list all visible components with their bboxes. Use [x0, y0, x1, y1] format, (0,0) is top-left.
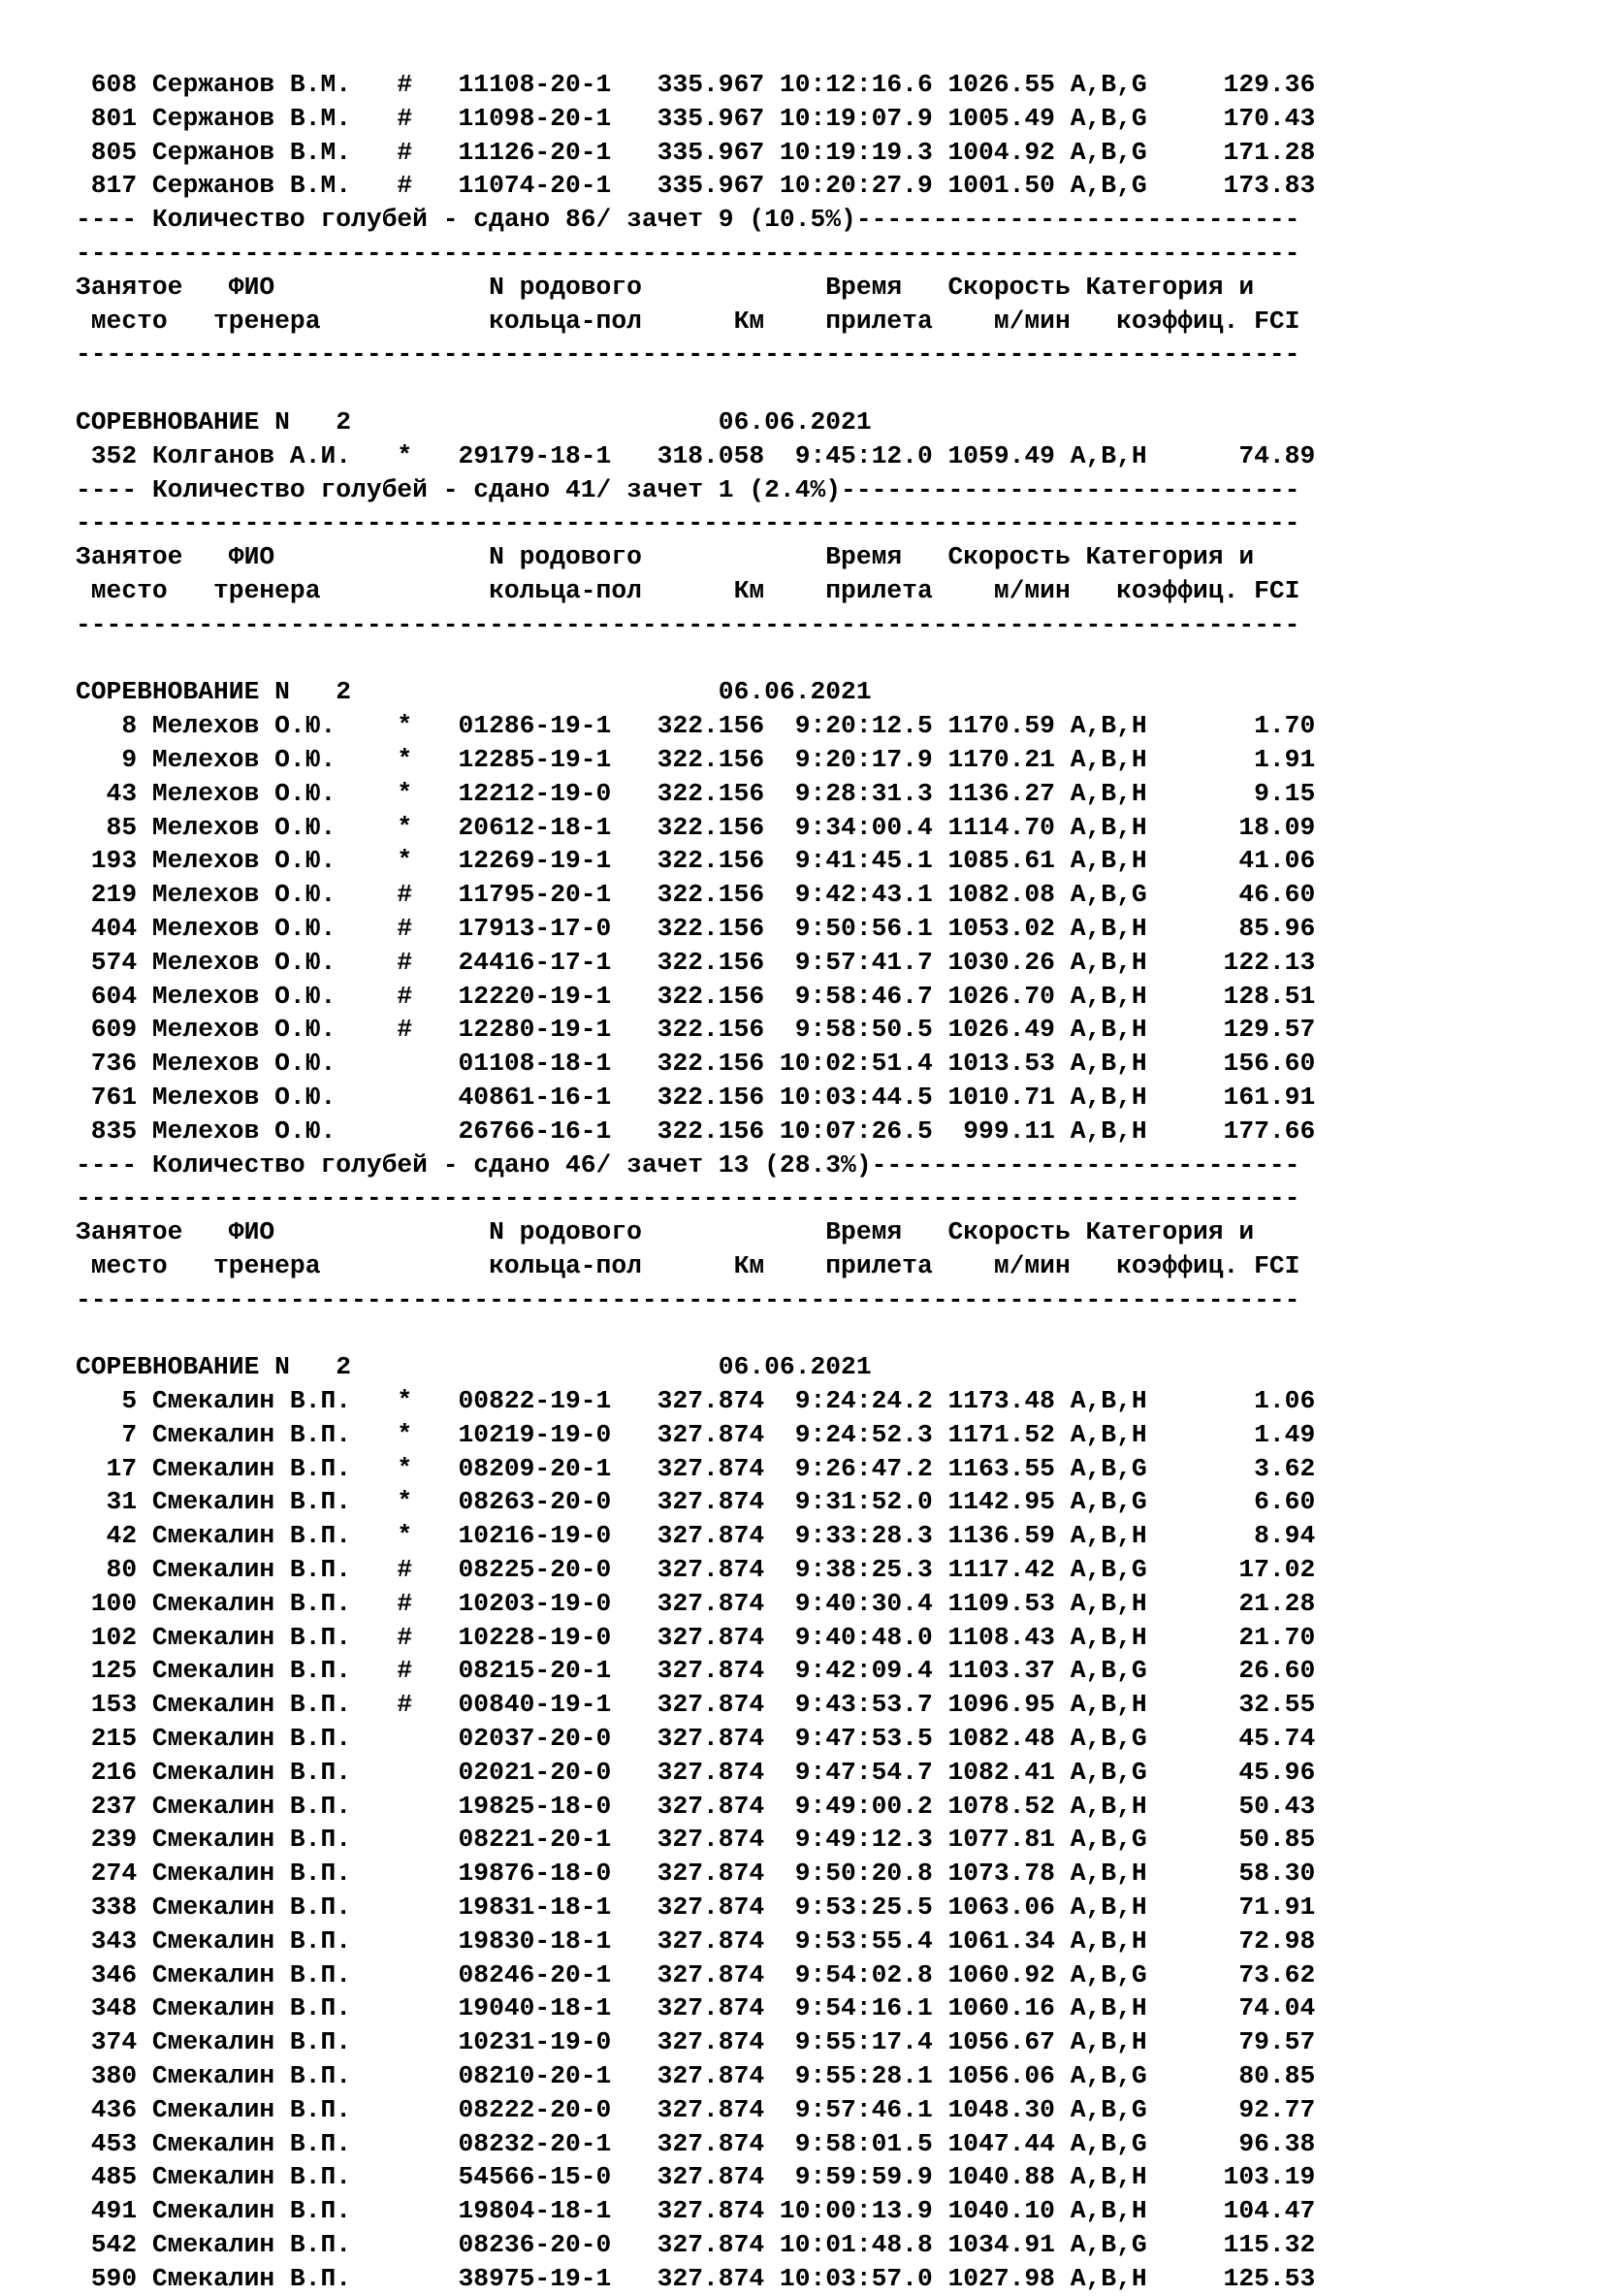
result-row: 761 Мелехов О.Ю. 40861-16-1 322.156 10:03:44.5 1010.71 A,B,H 161.91	[76, 1082, 1316, 1112]
competition-header: СОРЕВНОВАНИЕ N 2 06.06.2021	[76, 406, 872, 437]
column-header-line2: место тренера кольца-пол Км прилета м/мин коэффиц. FCI	[76, 575, 1300, 605]
result-row: 237 Смекалин В.П. 19825-18-0 327.874 9:49:00.2 1078.52 A,B,H 50.43	[76, 1791, 1316, 1821]
separator-line: --------------------------------------------------------------------------------	[76, 609, 1300, 639]
result-row: 338 Смекалин В.П. 19831-18-1 327.874 9:53:25.5 1063.06 A,B,H 71.91	[76, 1892, 1316, 1923]
result-row: 805 Сержанов В.М. # 11126-20-1 335.967 10:19:19.3 1004.92 A,B,G 171.28	[76, 137, 1316, 167]
result-row: 5 Смекалин В.П. * 00822-19-1 327.874 9:24:24.2 1173.48 A,B,H 1.06	[76, 1386, 1316, 1416]
summary-line: ---- Количество голубей - сдано 46/ зачет 13 (28.3%)----------------------------	[76, 1149, 1300, 1180]
result-row: 835 Мелехов О.Ю. 26766-16-1 322.156 10:07:26.5 999.11 A,B,H 177.66	[76, 1116, 1316, 1146]
column-header-line1: Занятое ФИО N родового Время Скорость Категория и	[76, 272, 1255, 302]
result-row: 215 Смекалин В.П. 02037-20-0 327.874 9:47:53.5 1082.48 A,B,G 45.74	[76, 1724, 1316, 1754]
result-row: 42 Смекалин В.П. * 10216-19-0 327.874 9:33:28.3 1136.59 A,B,H 8.94	[76, 1521, 1316, 1551]
result-row: 542 Смекалин В.П. 08236-20-0 327.874 10:01:48.8 1034.91 A,B,G 115.32	[76, 2230, 1316, 2259]
result-row: 604 Мелехов О.Ю. # 12220-19-1 322.156 9:58:46.7 1026.70 A,B,H 128.51	[76, 981, 1316, 1011]
result-row: 817 Сержанов В.М. # 11074-20-1 335.967 10:20:27.9 1001.50 A,B,G 173.83	[76, 171, 1316, 201]
result-row: 8 Мелехов О.Ю. * 01286-19-1 322.156 9:20:12.5 1170.59 A,B,H 1.70	[76, 711, 1316, 741]
column-header-line1: Занятое ФИО N родового Время Скорость Категория и	[76, 542, 1255, 572]
result-row: 352 Колганов А.И. * 29179-18-1 318.058 9:45:12.0 1059.49 A,B,H 74.89	[76, 440, 1316, 470]
result-row: 219 Мелехов О.Ю. # 11795-20-1 322.156 9:42:43.1 1082.08 A,B,G 46.60	[76, 880, 1316, 910]
separator-line: --------------------------------------------------------------------------------	[76, 1183, 1300, 1213]
result-row: 380 Смекалин В.П. 08210-20-1 327.874 9:55:28.1 1056.06 A,B,G 80.85	[76, 2061, 1316, 2091]
result-row: 491 Смекалин В.П. 19804-18-1 327.874 10:00:13.9 1040.10 A,B,H 104.47	[76, 2196, 1316, 2226]
result-row: 102 Смекалин В.П. # 10228-19-0 327.874 9:40:48.0 1108.43 A,B,H 21.70	[76, 1622, 1316, 1652]
result-row: 193 Мелехов О.Ю. * 12269-19-1 322.156 9:41:45.1 1085.61 A,B,H 41.06	[76, 846, 1316, 876]
result-row: 348 Смекалин В.П. 19040-18-1 327.874 9:54:16.1 1060.16 A,B,H 74.04	[76, 1993, 1316, 2023]
result-row: 574 Мелехов О.Ю. # 24416-17-1 322.156 9:57:41.7 1030.26 A,B,H 122.13	[76, 947, 1316, 977]
result-row: 608 Сержанов В.М. # 11108-20-1 335.967 10:12:16.6 1026.55 A,B,G 129.36	[76, 70, 1316, 99]
result-row: 346 Смекалин В.П. 08246-20-1 327.874 9:54:02.8 1060.92 A,B,G 73.62	[76, 1959, 1316, 1989]
result-row: 274 Смекалин В.П. 19876-18-0 327.874 9:50:20.8 1073.78 A,B,H 58.30	[76, 1859, 1316, 1889]
result-row: 31 Смекалин В.П. * 08263-20-0 327.874 9:31:52.0 1142.95 A,B,G 6.60	[76, 1487, 1316, 1517]
column-header-line1: Занятое ФИО N родового Время Скорость Категория и	[76, 1217, 1255, 1247]
competition-header: СОРЕВНОВАНИЕ N 2 06.06.2021	[76, 1352, 872, 1382]
result-row: 43 Мелехов О.Ю. * 12212-19-0 322.156 9:28:31.3 1136.27 A,B,H 9.15	[76, 778, 1316, 808]
result-row: 343 Смекалин В.П. 19830-18-1 327.874 9:53:55.4 1061.34 A,B,H 72.98	[76, 1925, 1316, 1956]
column-header-line2: место тренера кольца-пол Км прилета м/мин коэффиц. FCI	[76, 1250, 1300, 1280]
summary-line: ---- Количество голубей - сдано 41/ зачет 1 (2.4%)------------------------------	[76, 474, 1300, 504]
result-row: 374 Смекалин В.П. 10231-19-0 327.874 9:55:17.4 1056.67 A,B,H 79.57	[76, 2027, 1316, 2057]
result-row: 453 Смекалин В.П. 08232-20-1 327.874 9:58:01.5 1047.44 A,B,G 96.38	[76, 2128, 1316, 2158]
result-row: 80 Смекалин В.П. # 08225-20-0 327.874 9:38:25.3 1117.42 A,B,G 17.02	[76, 1555, 1316, 1585]
result-row: 801 Сержанов В.М. # 11098-20-1 335.967 10:19:07.9 1005.49 A,B,G 170.43	[76, 103, 1316, 133]
separator-line: --------------------------------------------------------------------------------	[76, 508, 1300, 538]
result-row: 125 Смекалин В.П. # 08215-20-1 327.874 9:42:09.4 1103.37 A,B,G 26.60	[76, 1656, 1316, 1686]
separator-line: --------------------------------------------------------------------------------	[76, 238, 1300, 268]
result-row: 17 Смекалин В.П. * 08209-20-1 327.874 9:26:47.2 1163.55 A,B,G 3.62	[76, 1453, 1316, 1483]
blank-line	[76, 1316, 1550, 1350]
separator-line: --------------------------------------------------------------------------------	[76, 1284, 1300, 1314]
result-row: 216 Смекалин В.П. 02021-20-0 327.874 9:47:54.7 1082.41 A,B,G 45.96	[76, 1757, 1316, 1787]
result-row: 736 Мелехов О.Ю. 01108-18-1 322.156 10:02:51.4 1013.53 A,B,H 156.60	[76, 1049, 1316, 1079]
result-row: 239 Смекалин В.П. 08221-20-1 327.874 9:49:12.3 1077.81 A,B,G 50.85	[76, 1825, 1316, 1855]
result-row: 404 Мелехов О.Ю. # 17913-17-0 322.156 9:50:56.1 1053.02 A,B,H 85.96	[76, 913, 1316, 943]
result-row: 85 Мелехов О.Ю. * 20612-18-1 322.156 9:34:00.4 1114.70 A,B,H 18.09	[76, 812, 1316, 842]
summary-line: ---- Количество голубей - сдано 86/ зачет 9 (10.5%)-----------------------------	[76, 205, 1300, 235]
result-row: 436 Смекалин В.П. 08222-20-0 327.874 9:57:46.1 1048.30 A,B,G 92.77	[76, 2094, 1316, 2124]
column-header-line2: место тренера кольца-пол Км прилета м/мин коэффиц. FCI	[76, 306, 1300, 336]
blank-line	[76, 372, 1550, 405]
result-row: 9 Мелехов О.Ю. * 12285-19-1 322.156 9:20:17.9 1170.21 A,B,H 1.91	[76, 744, 1316, 774]
result-row: 100 Смекалин В.П. # 10203-19-0 327.874 9:40:30.4 1109.53 A,B,H 21.28	[76, 1588, 1316, 1618]
result-row: 609 Мелехов О.Ю. # 12280-19-1 322.156 9:58:50.5 1026.49 A,B,H 129.57	[76, 1015, 1316, 1045]
blank-line	[76, 642, 1550, 676]
competition-header: СОРЕВНОВАНИЕ N 2 06.06.2021	[76, 677, 872, 707]
result-row: 153 Смекалин В.П. # 00840-19-1 327.874 9:43:53.7 1096.95 A,B,H 32.55	[76, 1690, 1316, 1720]
result-row: 7 Смекалин В.П. * 10219-19-0 327.874 9:24:52.3 1171.52 A,B,H 1.49	[76, 1419, 1316, 1449]
result-row: 590 Смекалин В.П. 38975-19-1 327.874 10:03:57.0 1027.98 A,B,H 125.53	[76, 2263, 1316, 2293]
result-row: 485 Смекалин В.П. 54566-15-0 327.874 9:59:59.9 1040.88 A,B,H 103.19	[76, 2162, 1316, 2192]
results-page	[76, 68, 1550, 2296]
separator-line: --------------------------------------------------------------------------------	[76, 340, 1300, 370]
